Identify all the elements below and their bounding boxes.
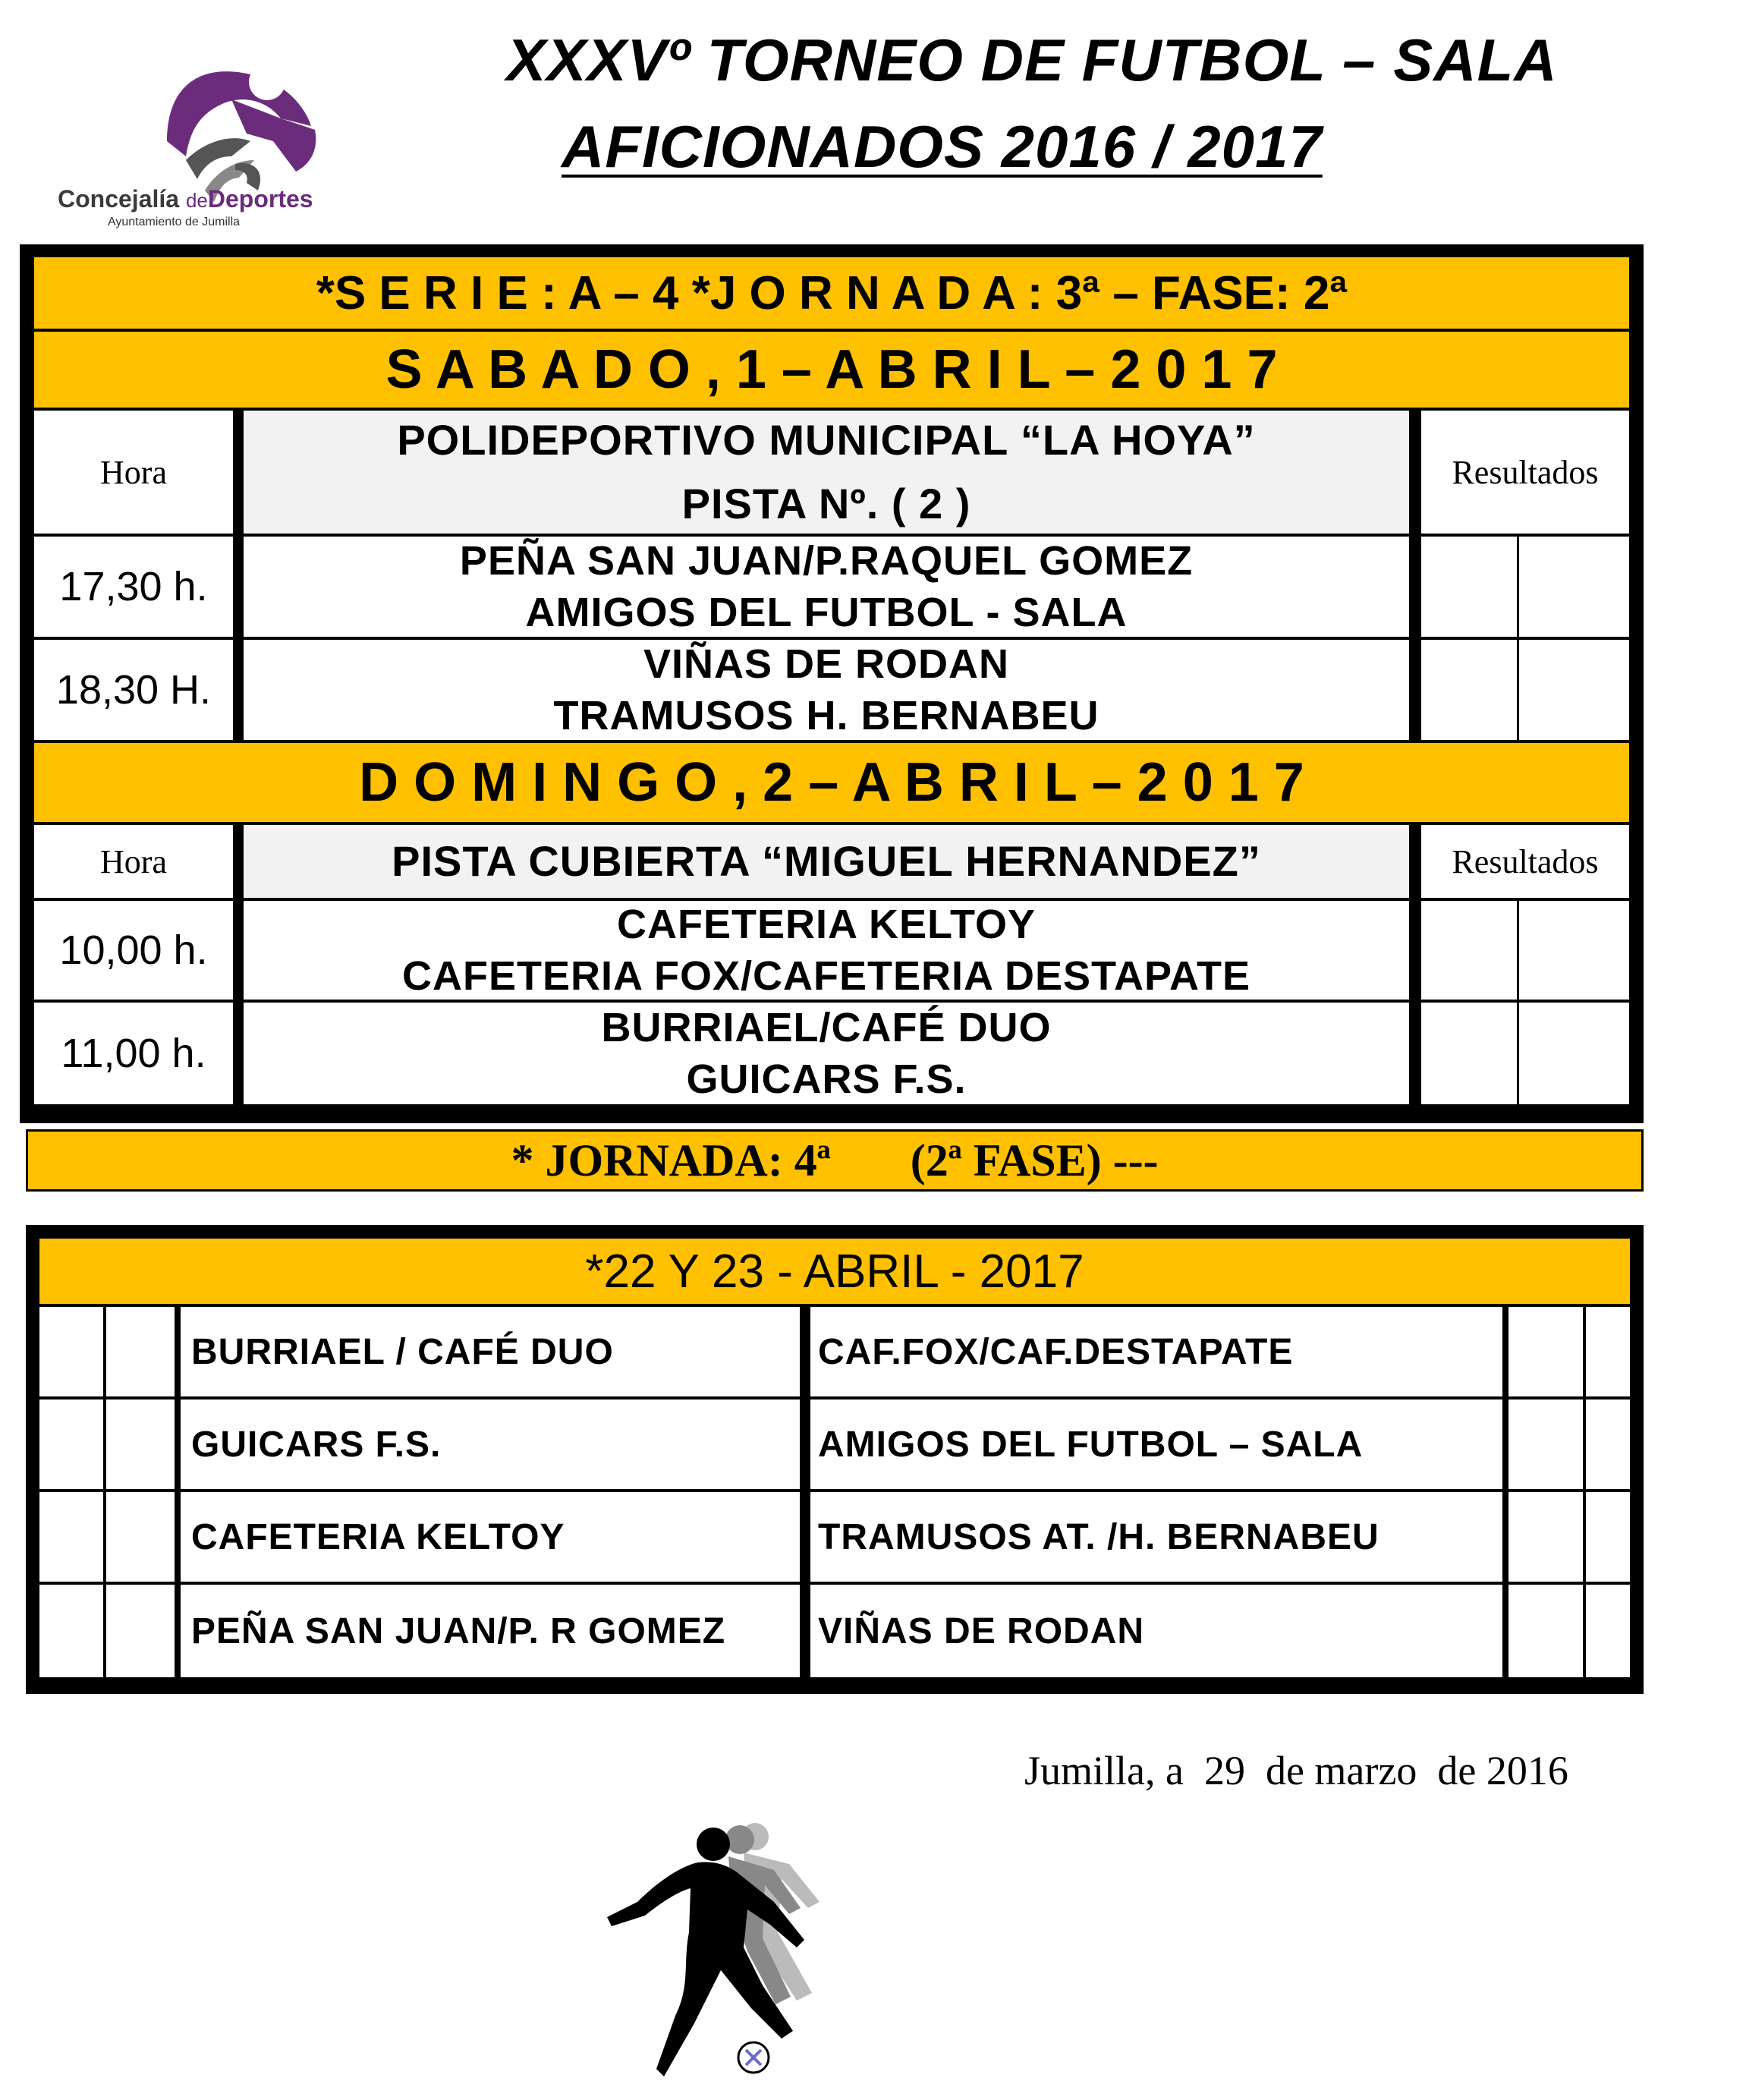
row4-home-score2[interactable] [106,1585,175,1677]
day2-match2-teams [244,1003,1409,1104]
jornada4-date-header: *22 Y 23 - ABRIL - 2017 [39,1239,1630,1304]
row1-home-team: BURRIAEL / CAFÉ DUO [181,1307,800,1396]
day2-match1-teams [244,901,1409,1000]
row2-away-score2[interactable] [1586,1399,1630,1489]
row1-away-score1[interactable] [1508,1307,1583,1396]
day1-match1-score2[interactable] [1519,537,1629,637]
day2-results-label: Resultados [1421,825,1629,898]
day1-title: S A B A D O , 1 – A B R I L – 2 0 1 7 [34,332,1629,408]
day2-match1-score1[interactable] [1421,901,1517,1000]
row4-home-team: PEÑA SAN JUAN/P. R GOMEZ [181,1585,800,1677]
row1-away-team: CAF.FOX/CAF.DESTAPATE [810,1307,1502,1396]
row4-away-score1[interactable] [1508,1585,1583,1677]
day1-hora-label: Hora [34,411,233,534]
day2-match1-team2: CAFETERIA FOX/CAFETERIA DESTAPATE [401,953,1251,999]
row3-home-team: CAFETERIA KELTOY [181,1492,800,1582]
row2-home-team: GUICARS F.S. [181,1399,800,1489]
day2-match2-score2[interactable] [1519,1003,1629,1104]
day1-match2-team1: VIÑAS DE RODAN [643,641,1010,687]
day2-match1-team1: CAFETERIA KELTOY [616,902,1037,947]
row2-away-score1[interactable] [1508,1399,1583,1489]
day2-match1-time: 10,00 h. [34,901,233,1000]
day1-match1-team1: PEÑA SAN JUAN/P.RAQUEL GOMEZ [459,538,1194,584]
day1-match2-teams [244,640,1409,740]
row1-home-score1[interactable] [39,1307,103,1396]
day1-match2-score2[interactable] [1519,640,1629,740]
day1-match1-teams [244,537,1409,637]
dateline: Jumilla, a 29 de marzo de 2016 [1024,1748,1568,1793]
row3-away-team: TRAMUSOS AT. /H. BERNABEU [810,1492,1502,1582]
row4-away-team: VIÑAS DE RODAN [810,1585,1502,1677]
day1-match2-team2: TRAMUSOS H. BERNABEU [553,693,1100,738]
page-title-line1: XXXVº TORNEO DE FUTBOL – SALA [506,27,1558,93]
day1-match1-score1[interactable] [1421,537,1517,637]
row1-home-score2[interactable] [106,1307,175,1396]
day2-match1-score2[interactable] [1519,901,1629,1000]
logo-subtitle: Ayuntamiento de Jumilla [108,216,241,228]
day2-venue: PISTA CUBIERTA “MIGUEL HERNANDEZ” [244,825,1409,898]
day1-venue-line2: PISTA Nº. ( 2 ) [681,480,971,527]
row3-home-score2[interactable] [106,1492,175,1582]
day2-match2-score1[interactable] [1421,1003,1517,1104]
day2-hora-label: Hora [34,825,233,898]
page-title-line2: AFICIONADOS 2016 / 2017 [562,113,1323,180]
row3-away-score1[interactable] [1508,1492,1583,1582]
day1-match2-score1[interactable] [1421,640,1517,740]
day1-venue [244,411,1409,534]
day1-venue-line1: POLIDEPORTIVO MUNICIPAL “LA HOYA” [397,416,1256,464]
schedule-table-jornada4 [26,1225,1644,1694]
row3-away-score2[interactable] [1586,1492,1630,1582]
row2-away-team: AMIGOS DEL FUTBOL – SALA [810,1399,1502,1489]
day1-match1-time: 17,30 h. [34,537,233,637]
row2-home-score2[interactable] [106,1399,175,1489]
logo-org-name: Concejalía deDeportes [58,185,313,213]
day2-match2-team1: BURRIAEL/CAFÉ DUO [601,1005,1052,1050]
row2-home-score1[interactable] [39,1399,103,1489]
jornada4-banner: * JORNADA: 4ª (2ª FASE) --- [26,1129,1644,1192]
day2-title: D O M I N G O , 2 – A B R I L – 2 0 1 7 [34,743,1629,822]
row3-home-score1[interactable] [39,1492,103,1582]
row4-away-score2[interactable] [1586,1585,1630,1677]
schedule-table-jornada3 [20,244,1644,1123]
day1-match1-team2: AMIGOS DEL FUTBOL - SALA [525,590,1128,635]
row1-away-score2[interactable] [1586,1307,1630,1396]
day2-match2-time: 11,00 h. [34,1003,233,1104]
day2-match2-team2: GUICARS F.S. [686,1056,967,1102]
series-header: *S E R I E : A – 4 *J O R N A D A : 3ª – FASE: 2ª [34,257,1629,329]
day1-match2-time: 18,30 H. [34,640,233,740]
day1-results-label: Resultados [1421,411,1629,534]
football-player-silhouette-icon [592,1818,865,2092]
row4-home-score1[interactable] [39,1585,103,1677]
